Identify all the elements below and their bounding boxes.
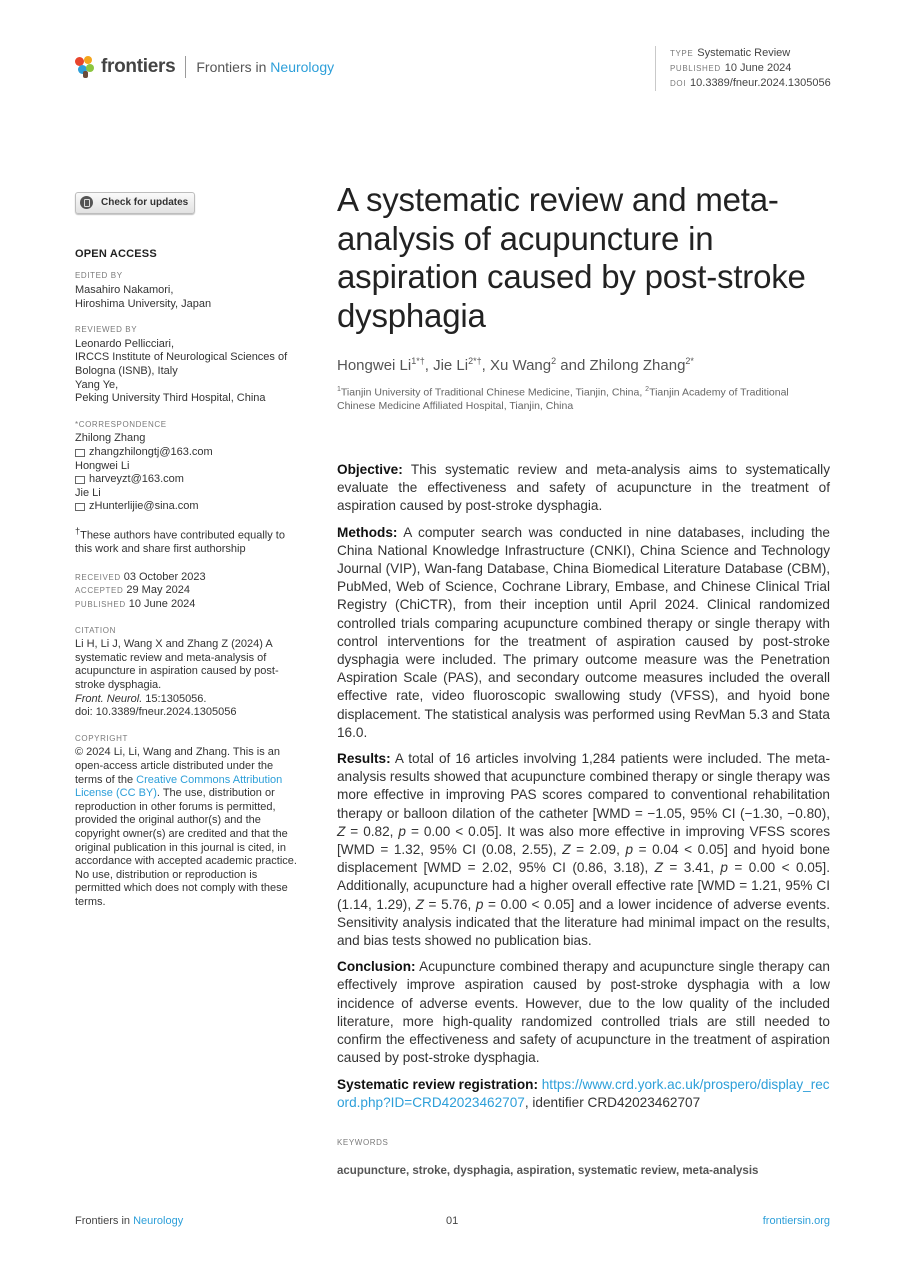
copyright-text: © 2024 Li, Li, Wang and Zhang. This is an open-access article distributed under the terms of the Creative Commons Attribution License (CC BY). The use, distribution or reproduction in other forums is permitted, provided the original author(s) and the copyright owner(s) are credited and that the original publication in this journal is cited, in accordance with accepted academic practice. No use, distribution or reproduction is permitted which does not comply with these terms.	[75, 746, 297, 908]
correspondent-name: Jie Li	[75, 486, 101, 499]
correspondent-name: Hongwei Li	[75, 459, 130, 472]
email-row[interactable]	[75, 473, 300, 487]
brand-name: frontiers	[101, 56, 176, 77]
doi-label: DOI	[670, 79, 687, 88]
article-heading	[337, 181, 830, 413]
author-name[interactable]: Xu Wang	[489, 357, 552, 374]
abstract-registration: Systematic review registration: https://www.crd.york.ac.uk/prospero/display_record.php?ID=CRD42023462707, identifier CRD42023462707	[337, 1076, 830, 1110]
author-name[interactable]: Jie Li	[433, 357, 469, 374]
reviewer-name: Leonardo Pellicciari,	[75, 337, 175, 350]
reviewer-affiliation: Peking University Third Hospital, China	[75, 392, 266, 405]
footer-journal[interactable]: Frontiers in Neurology	[75, 1215, 184, 1227]
citation-text: Li H, Li J, Wang X and Zhang Z (2024) A systematic review and meta-analysis of acupuncture in aspiration caused by post-stroke dysphagia. Front. Neurol. 15:1305056. doi: 10.3389/fneur.2024.1305056	[75, 638, 279, 719]
abstract-results: Results: A total of 16 articles involving 1,284 patients were included. The meta-analysis results showed that acupuncture combined therapy or single therapy was more effective in improving PAS scores compared to conventional rehabilitation therapy or balloon dilation of the catheter [WMD = −1.05, 95% CI (−1.30, −0.80), Z = 0.82, p = 0.00 < 0.05]. It was also more effective in improving VFSS scores [WMD = 1.32, 95% CI (0.08, 2.55), Z = 2.09, p = 0.04 < 0.05] and hyoid bone displacement [WMD = 2.02, 95% CI (0.86, 3.18), Z = 3.41, p = 0.00 < 0.05]. Additionally, acupuncture had a higher overall effective rate [WMD = 1.21, 95% CI (1.14, 1.29), Z = 5.76, p = 0.00 < 0.05] and a lower incidence of adverse events. Sensitivity analysis indicated that the literature had minimal impact on the results, and bias tests showed no publication bias.	[337, 751, 830, 949]
prospero-registration-link[interactable]: https://www.crd.york.ac.uk/prospero/display_record.php?ID=CRD42023462707	[337, 1076, 830, 1110]
affiliations: $^1$Tianjin University of Traditional Chinese Medicine, Tianjin, China, $^2$Tianjin Academy of Traditional Chinese Medicine Affiliated Hospital, Tianjin, China	[337, 386, 789, 412]
keywords-label: KEYWORDS	[337, 1137, 389, 1147]
editor-name: Masahiro Nakamori,	[75, 284, 174, 297]
abstract-conclusion: Conclusion: Acupuncture combined therapy and acupuncture single therapy can effectively improve aspiration caused by post-stroke dysphagia with a low incidence of adverse events. However, due to the low quality of the included literature, more high-quality randomized controlled trials are still needed to confirm the effectiveness and safety of acupuncture in the treatment of aspiration caused by post-stroke dysphagia.	[337, 959, 830, 1066]
edited-by-label: EDITED BY	[75, 271, 123, 281]
correspondence-label: *CORRESPONDENCE	[75, 419, 167, 429]
email-link[interactable]: zHunterlijie@sina.com	[89, 500, 199, 513]
published-value: 10 June 2024	[724, 62, 792, 74]
open-access-label: OPEN ACCESS	[75, 247, 157, 260]
accepted-date: 29 May 2024	[126, 584, 190, 597]
type-value: Systematic Review	[697, 47, 791, 59]
article-meta	[655, 46, 831, 91]
journal-title[interactable]: Frontiers in Neurology	[196, 59, 335, 75]
doi-value[interactable]: 10.3389/fneur.2024.1305056	[690, 77, 831, 89]
author-name[interactable]: Zhilong Zhang	[589, 357, 686, 374]
journal-header	[75, 54, 334, 80]
published-date: 10 June 2024	[128, 598, 196, 611]
reviewer-affiliation: IRCCS Institute of Neurological Sciences of Bologna (ISNB), Italy	[75, 351, 288, 378]
abstract-methods: Methods: A computer search was conducted in nine databases, including the China National Knowledge Infrastructure (CNKI), China Science and Technology Journal (VIP), Wan-fang Database, China Biomedical Literature Database (CBM), PubMed, Web of Science, Cochrane Library, Embase, and Chinese Clinical Trial Registry (ChiCTR), from their inception until April 2024. Clinical randomized controlled trials comparing acupuncture combined therapy or single therapy with control interventions for the treatment of aspiration caused by post-stroke dysphagia were included. The primary outcome measure was the Penetration Aspiration Scale (PAS), and secondary outcome measures included the overall effective rate, video fluoroscopic swallowing study (VFSS), and hyoid bone displacement. The statistical analysis was performed using RevMan 5.3 and Stata 16.0.	[337, 524, 830, 740]
mail-icon	[75, 449, 85, 457]
equal-contribution-note: †These authors have contributed equally to this work and share first authorship	[75, 525, 285, 556]
check-for-updates-button[interactable]: Check for updates	[75, 192, 195, 214]
email-link[interactable]: harveyzt@163.com	[89, 473, 184, 486]
copyright-label: COPYRIGHT	[75, 733, 128, 743]
email-row[interactable]	[75, 446, 300, 460]
frontiers-logo-icon	[75, 56, 97, 78]
received-date: 03 October 2023	[123, 570, 206, 583]
mail-icon	[75, 503, 85, 511]
mail-icon	[75, 476, 85, 484]
citation-label: CITATION	[75, 625, 116, 635]
abstract-objective: Objective: This systematic review and meta-analysis aims to systematically evaluate the effectiveness and safety of acupuncture in the treatment of aspiration caused by post-stroke dysphagia.	[337, 462, 830, 514]
correspondent-name: Zhilong Zhang	[75, 432, 146, 445]
author-name[interactable]: Hongwei Li	[337, 357, 412, 374]
author-list: Hongwei $Li^{1*\dagger}$, Jie $Li^{2*\dagger}$, Xu Wang$^2$ and Zhilong Zhang$^{2*}$	[337, 356, 694, 374]
editor-affiliation: Hiroshima University, Japan	[75, 297, 212, 310]
header-separator	[185, 56, 186, 78]
reviewer-name: Yang Ye,	[75, 378, 119, 391]
abstract	[337, 461, 830, 1180]
article-title: A systematic review and meta-analysis of acupuncture in aspiration caused by post-stroke dysphagia	[337, 181, 806, 334]
sidebar	[75, 192, 300, 909]
page-number: 01	[446, 1215, 459, 1227]
article-dates: RECEIVED 03 October 2023 ACCEPTED 29 May 2024 PUBLISHED 10 June 2024	[75, 570, 206, 611]
type-label: TYPE	[670, 49, 694, 58]
update-icon	[80, 196, 93, 209]
cc-by-license-link[interactable]: Creative Commons Attribution License (CC BY)	[75, 773, 283, 800]
footer-site-link[interactable]: frontiersin.org	[762, 1215, 830, 1227]
email-row[interactable]	[75, 500, 300, 514]
keywords: acupuncture, stroke, dysphagia, aspiration, systematic review, meta-analysis	[337, 1165, 759, 1178]
reviewed-by-label: REVIEWED BY	[75, 325, 138, 335]
published-label: PUBLISHED	[670, 64, 721, 73]
email-link[interactable]: zhangzhilongtj@163.com	[89, 446, 213, 459]
